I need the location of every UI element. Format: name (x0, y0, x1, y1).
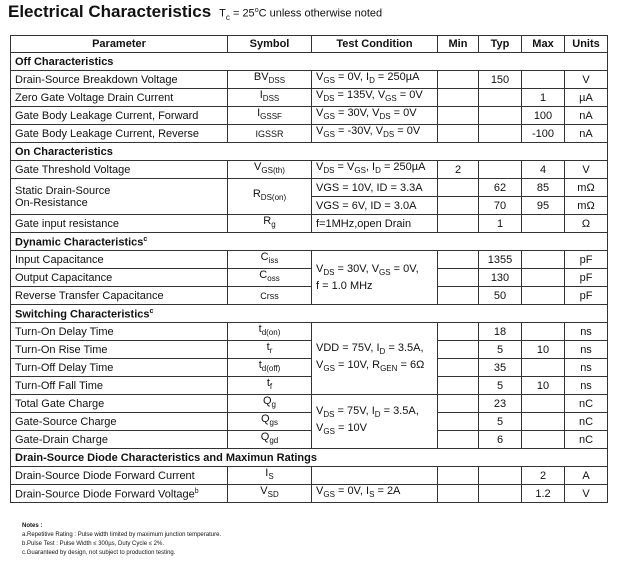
typ-cell (479, 107, 522, 125)
param-cell: Turn-On Delay Time (11, 323, 228, 341)
min-cell (438, 431, 479, 449)
notes (22, 522, 221, 558)
table-row (11, 89, 608, 107)
typ-cell: 1355 (479, 251, 522, 269)
param-cell: Output Capacitance (11, 269, 228, 287)
symbol-cell: IGSSR (228, 125, 312, 143)
min-cell (438, 467, 479, 485)
condition-cell: $V_{DS} = 135V$, $V_{GS} = 0V$ (312, 89, 438, 107)
unit-cell: pF (565, 269, 608, 287)
condition-cell: f=1MHz,open Drain (312, 215, 438, 233)
table-row (11, 179, 608, 197)
max-cell (522, 323, 565, 341)
table-row (11, 251, 608, 269)
param-cell: Gate input resistance (11, 215, 228, 233)
table-row (11, 413, 608, 431)
symbol-cell: $t_{d(off)}$ (228, 359, 312, 377)
max-cell: 2 (522, 467, 565, 485)
symbol-cell: $Q_{gd}$ (228, 431, 312, 449)
max-cell: 1.2 (522, 485, 565, 503)
param-cell: Gate-Drain Charge (11, 431, 228, 449)
typ-cell (479, 89, 522, 107)
page-title: Electrical Characteristics (8, 2, 212, 21)
param-cell: Input Capacitance (11, 251, 228, 269)
max-cell (522, 251, 565, 269)
min-cell (438, 395, 479, 413)
min-cell (438, 215, 479, 233)
unit-cell: ns (565, 359, 608, 377)
unit-cell: nC (565, 413, 608, 431)
max-cell (522, 215, 565, 233)
symbol-cell: $I_{GSSF}$ (228, 107, 312, 125)
notes-title: Notes : (22, 523, 43, 529)
param-cell: Drain-Source Diode Forward Voltage$^b$ (11, 485, 228, 503)
unit-cell: V (565, 161, 608, 179)
column-header: Test Condition (312, 36, 438, 53)
symbol-cell: $V_{SD}$ (228, 485, 312, 503)
param-cell: Turn-Off Fall Time (11, 377, 228, 395)
min-cell (438, 413, 479, 431)
symbol-cell: $R_{DS(on)}$ (228, 179, 312, 215)
min-cell (438, 251, 479, 269)
unit-cell: nC (565, 431, 608, 449)
condition-cell: $V_{DS} = 75V$, $I_D = 3.5A$, $V_{GS} = 10V$ (312, 395, 438, 449)
typ-cell (479, 161, 522, 179)
table-row (11, 161, 608, 179)
table-row (11, 287, 608, 305)
param-cell: Gate-Source Charge (11, 413, 228, 431)
param-cell: Drain-Source Diode Forward Current (11, 467, 228, 485)
unit-cell: ns (565, 323, 608, 341)
symbol-cell: $C_{iss}$ (228, 251, 312, 269)
section-row (11, 305, 608, 323)
typ-cell: 62 (479, 179, 522, 197)
param-cell: Turn-On Rise Time (11, 341, 228, 359)
typ-cell: 50 (479, 287, 522, 305)
min-cell (438, 359, 479, 377)
table-row (11, 395, 608, 413)
unit-cell: A (565, 467, 608, 485)
temperature-condition: $T_c = 25^oC$ unless otherwise noted (219, 7, 383, 23)
max-cell (522, 413, 565, 431)
max-cell: 4 (522, 161, 565, 179)
unit-cell: nC (565, 395, 608, 413)
section-title: On Characteristics (11, 143, 608, 161)
note-b: b.Pulse Test : Pulse Width ≤ 300µs, Duty Cycle ≤ 2%. (22, 541, 164, 547)
column-header: Units (565, 36, 608, 53)
max-cell: 10 (522, 341, 565, 359)
typ-cell: 150 (479, 71, 522, 89)
table-row (11, 125, 608, 143)
symbol-cell: $t_{d(on)}$ (228, 323, 312, 341)
max-cell: 100 (522, 107, 565, 125)
symbol-cell: $I_{DSS}$ (228, 89, 312, 107)
table-row (11, 467, 608, 485)
table-row (11, 107, 608, 125)
column-header: Parameter (11, 36, 228, 53)
unit-cell: pF (565, 287, 608, 305)
unit-cell: Ω (565, 215, 608, 233)
symbol-cell: $R_g$ (228, 215, 312, 233)
note-a: a.Repetitive Rating : Pulse width limited by maximum junction temperature. (22, 532, 222, 538)
condition-cell: $V_{GS} = 30V$, $V_{DS} = 0V$ (312, 107, 438, 125)
section-title: Dynamic Characteristics$^c$ (11, 233, 608, 251)
typ-cell: 5 (479, 341, 522, 359)
max-cell: -100 (522, 125, 565, 143)
typ-cell: 35 (479, 359, 522, 377)
table-row (11, 431, 608, 449)
param-cell: Turn-Off Delay Time (11, 359, 228, 377)
section-row (11, 449, 608, 467)
typ-cell: 5 (479, 413, 522, 431)
condition-cell: $V_{GS} = -30V$, $V_{DS} = 0V$ (312, 125, 438, 143)
param-cell: Gate Body Leakage Current, Forward (11, 107, 228, 125)
min-cell: 2 (438, 161, 479, 179)
section-title: Off Characteristics (11, 53, 608, 71)
condition-cell: VGS = 6V, ID = 3.0A (312, 197, 438, 215)
min-cell (438, 107, 479, 125)
unit-cell: nA (565, 107, 608, 125)
section-row (11, 53, 608, 71)
symbol-cell: Crss (228, 287, 312, 305)
unit-cell: ns (565, 377, 608, 395)
column-header: Symbol (228, 36, 312, 53)
min-cell (438, 179, 479, 197)
unit-cell: V (565, 485, 608, 503)
min-cell (438, 485, 479, 503)
typ-cell: 23 (479, 395, 522, 413)
max-cell: 1 (522, 89, 565, 107)
typ-cell: 70 (479, 197, 522, 215)
max-cell (522, 269, 565, 287)
table-row (11, 341, 608, 359)
symbol-cell: $t_r$ (228, 341, 312, 359)
section-row (11, 143, 608, 161)
table-row (11, 269, 608, 287)
param-cell: Static Drain-Source On-Resistance (11, 179, 228, 215)
table-header-row (11, 36, 608, 53)
table-row (11, 359, 608, 377)
min-cell (438, 287, 479, 305)
unit-cell: V (565, 71, 608, 89)
max-cell (522, 359, 565, 377)
min-cell (438, 341, 479, 359)
unit-cell: mΩ (565, 197, 608, 215)
min-cell (438, 89, 479, 107)
min-cell (438, 71, 479, 89)
symbol-cell: $Q_g$ (228, 395, 312, 413)
table-row (11, 485, 608, 503)
max-cell (522, 71, 565, 89)
header (8, 2, 382, 24)
symbol-cell: $I_S$ (228, 467, 312, 485)
min-cell (438, 323, 479, 341)
column-header: Min (438, 36, 479, 53)
max-cell: 95 (522, 197, 565, 215)
typ-cell: 130 (479, 269, 522, 287)
min-cell (438, 125, 479, 143)
param-cell: Drain-Source Breakdown Voltage (11, 71, 228, 89)
param-cell: Total Gate Charge (11, 395, 228, 413)
column-header: Typ (479, 36, 522, 53)
section-title: Switching Characteristics$^c$ (11, 305, 608, 323)
max-cell: 10 (522, 377, 565, 395)
param-cell: Gate Body Leakage Current, Reverse (11, 125, 228, 143)
max-cell (522, 395, 565, 413)
section-row (11, 233, 608, 251)
unit-cell: pF (565, 251, 608, 269)
note-c: c.Guaranteed by design, not subject to production testing. (22, 550, 176, 556)
table-row (11, 323, 608, 341)
table-row (11, 71, 608, 89)
param-cell: Gate Threshold Voltage (11, 161, 228, 179)
section-title: Drain-Source Diode Characteristics and Maximun Ratings (11, 449, 608, 467)
typ-cell (479, 125, 522, 143)
unit-cell: mΩ (565, 179, 608, 197)
typ-cell: 18 (479, 323, 522, 341)
condition-cell (312, 467, 438, 485)
typ-cell: 1 (479, 215, 522, 233)
max-cell: 85 (522, 179, 565, 197)
characteristics-table (10, 35, 608, 503)
symbol-cell: $BV_{DSS}$ (228, 71, 312, 89)
unit-cell: µA (565, 89, 608, 107)
min-cell (438, 377, 479, 395)
symbol-cell: $Q_{gs}$ (228, 413, 312, 431)
condition-cell: VGS = 10V, ID = 3.3A (312, 179, 438, 197)
typ-cell (479, 467, 522, 485)
param-cell: Zero Gate Voltage Drain Current (11, 89, 228, 107)
symbol-cell: $t_f$ (228, 377, 312, 395)
symbol-cell: $V_{GS(th)}$ (228, 161, 312, 179)
condition-cell: VDD = 75V, $I_D = 3.5A$, $V_{GS} = 10V$, $R_{GEN} = 6\Omega$ (312, 323, 438, 395)
unit-cell: nA (565, 125, 608, 143)
table-row (11, 215, 608, 233)
condition-cell: $V_{GS} = 0V$, $I_S = 2A$ (312, 485, 438, 503)
condition-cell: $V_{DS} = 30V$, $V_{GS} = 0V$, f = 1.0 MHz (312, 251, 438, 305)
unit-cell: ns (565, 341, 608, 359)
symbol-cell: $C_{oss}$ (228, 269, 312, 287)
max-cell (522, 431, 565, 449)
min-cell (438, 197, 479, 215)
column-header: Max (522, 36, 565, 53)
condition-cell: $V_{DS} = V_{GS}$, $I_D = 250\mu A$ (312, 161, 438, 179)
max-cell (522, 287, 565, 305)
min-cell (438, 269, 479, 287)
param-cell: Reverse Transfer Capacitance (11, 287, 228, 305)
condition-cell: $V_{GS} = 0V$, $I_D = 250\mu A$ (312, 71, 438, 89)
typ-cell: 5 (479, 377, 522, 395)
table-row (11, 377, 608, 395)
typ-cell: 6 (479, 431, 522, 449)
typ-cell (479, 485, 522, 503)
